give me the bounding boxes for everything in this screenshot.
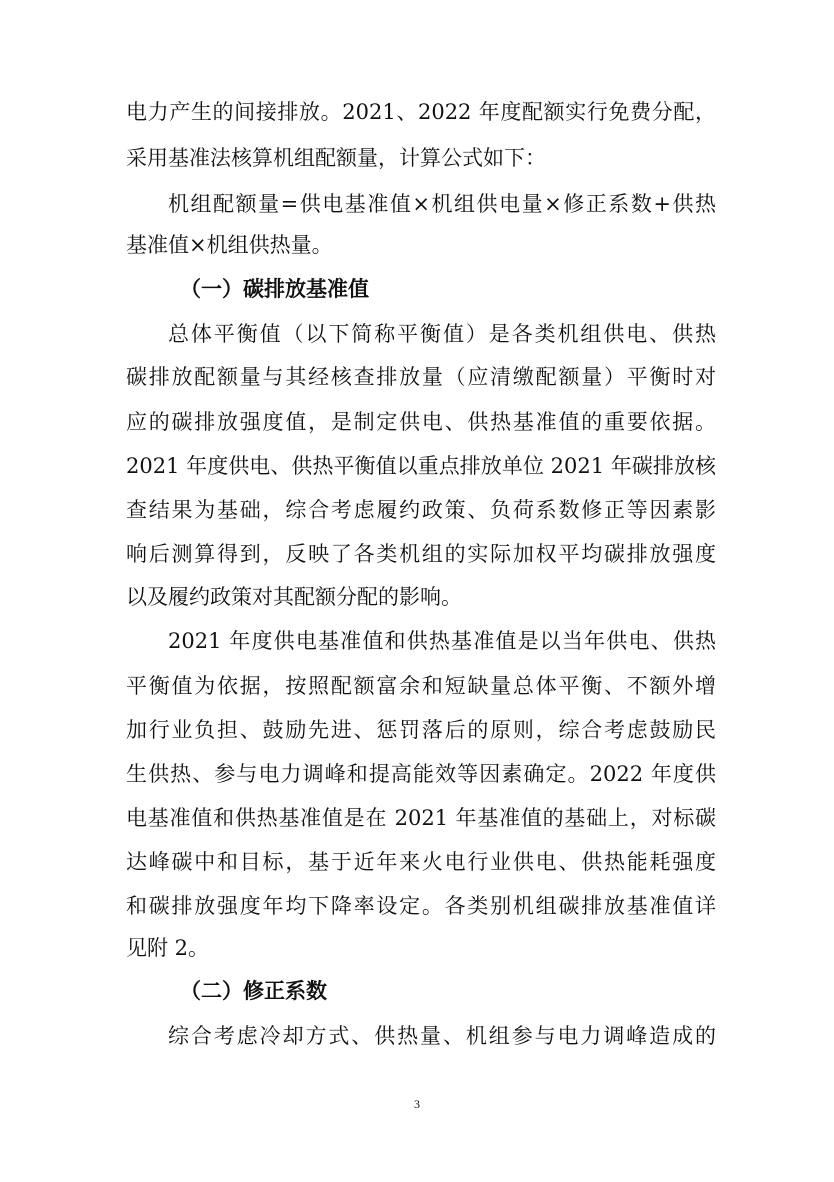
paragraph-line: 达峰碳中和目标，基于近年来火电行业供电、供热能耗强度 [126, 850, 716, 874]
paragraph-line: 电基准值和供热基准值是在 2021 年基准值的基础上，对标碳 [126, 806, 716, 830]
paragraph-line: 响后测算得到，反映了各类机组的实际加权平均碳排放强度 [126, 542, 716, 566]
formula-line: 基准值×机组供热量。 [126, 233, 333, 257]
section-heading: （一）碳排放基准值 [180, 277, 369, 301]
paragraph-line: 加行业负担、鼓励先进、惩罚落后的原则，综合考虑鼓励民 [126, 718, 716, 742]
page-number: 3 [414, 1097, 420, 1111]
formula-line: 机组配额量=供电基准值×机组供电量×修正系数+供热 [168, 192, 716, 216]
paragraph-line: 和碳排放强度年均下降率设定。各类别机组碳排放基准值详 [126, 894, 716, 918]
paragraph-line: 总体平衡值（以下简称平衡值）是各类机组供电、供热 [168, 322, 716, 346]
paragraph-line: 查结果为基础，综合考虑履约政策、负荷系数修正等因素影 [126, 498, 716, 522]
paragraph-line: 以及履约政策对其配额分配的影响。 [126, 585, 462, 609]
paragraph-line: 2021 年度供电基准值和供热基准值是以当年供电、供热 [168, 629, 716, 653]
section-heading: （二）修正系数 [180, 979, 327, 1003]
paragraph-line: 采用基准法核算机组配额量，计算公式如下： [126, 146, 546, 170]
paragraph-line: 平衡值为依据，按照配额富余和短缺量总体平衡、不额外增 [126, 674, 716, 698]
paragraph-line: 应的碳排放强度值，是制定供电、供热基准值的重要依据。 [126, 410, 716, 434]
paragraph-line: 碳排放配额量与其经核查排放量（应清缴配额量）平衡时对 [126, 365, 716, 389]
paragraph-line: 2021 年度供电、供热平衡值以重点排放单位 2021 年碳排放核 [126, 454, 716, 478]
paragraph-line: 电力产生的间接排放。2021、2022 年度配额实行免费分配， [126, 100, 716, 124]
paragraph-line: 见附 2。 [126, 936, 210, 960]
paragraph-line: 综合考虑冷却方式、供热量、机组参与电力调峰造成的 [168, 1024, 716, 1048]
paragraph-line: 生供热、参与电力调峰和提高能效等因素确定。2022 年度供 [126, 762, 716, 786]
